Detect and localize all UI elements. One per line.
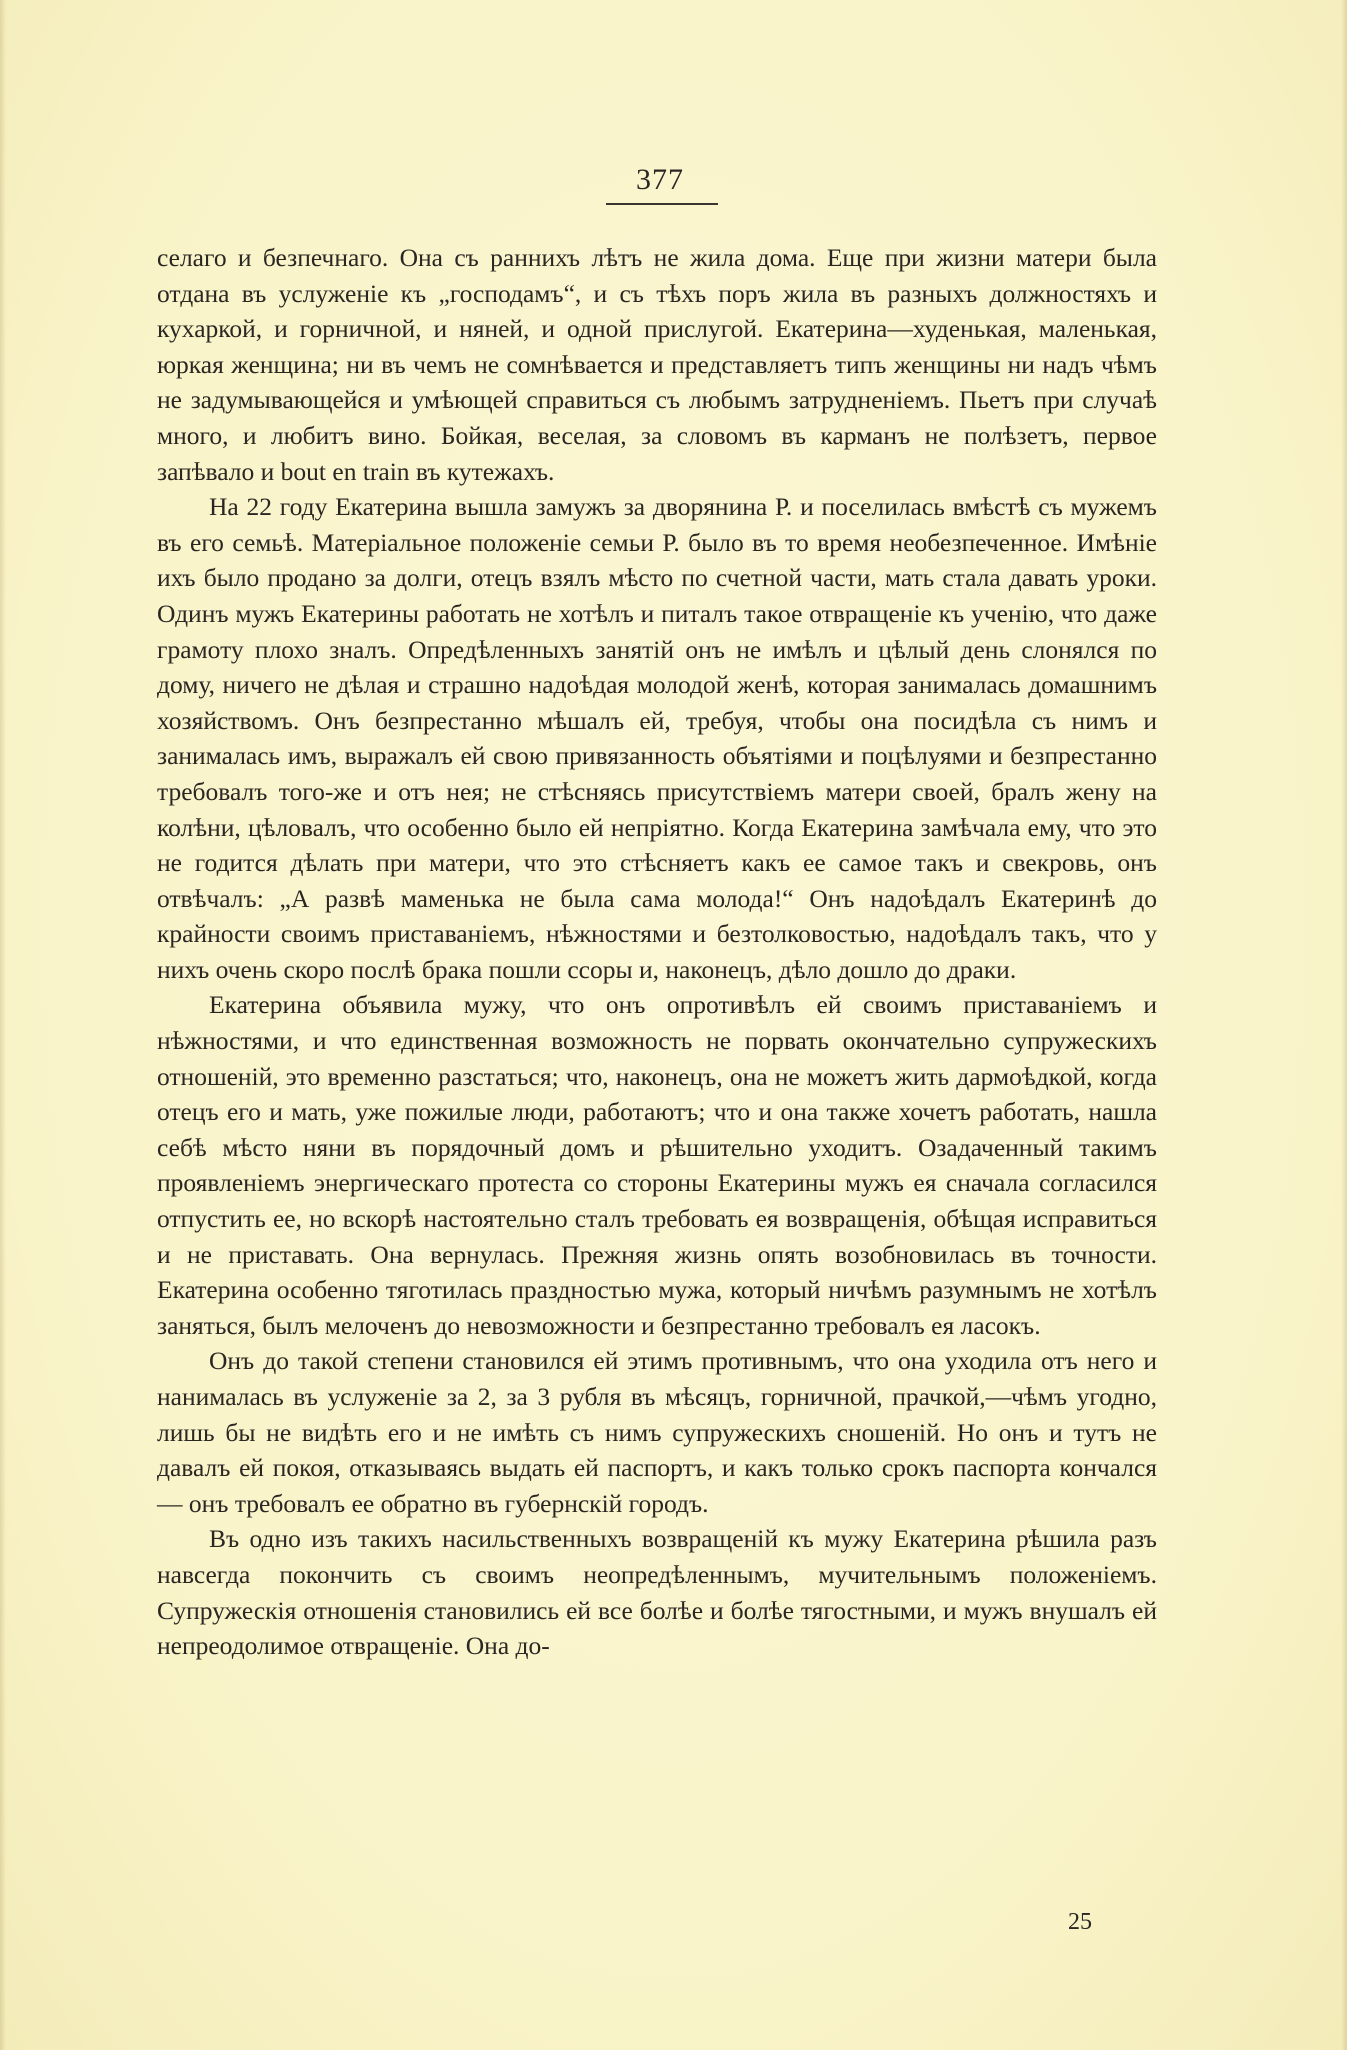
page-edge-shadow-right xyxy=(1341,0,1347,2050)
paragraph: Онъ до такой степени становился ей этимъ противнымъ, что она уходила отъ него и нанималась въ услуженіе за 2, за 3 рубля въ мѣсяцъ, горничной, прачкой,—чѣмъ угодно, лишь бы не видѣть его и не имѣть съ нимъ супружескихъ сношеній. Но онъ и тутъ не давалъ ей покоя, отказываясь выдать ей паспортъ, и какъ только срокъ паспорта кончался — онъ требовалъ ее обратно въ губернскій городъ. xyxy=(157,1346,1157,1518)
paragraph: Екатерина объявила мужу, что онъ опротивѣлъ ей своимъ приставаніемъ и нѣжностями, и что единственная возможность не порвать окончательно супружескихъ отношеній, это временно разстаться; что, наконецъ, она не можетъ жить дармоѣдкой, когда отецъ его и мать, уже пожилые люди, работаютъ; что и она также хочетъ работать, нашла себѣ мѣсто няни въ порядочный домъ и рѣшительно уходитъ. Озадаченный такимъ проявленіемъ энергическаго протеста со стороны Екатерины мужъ ея сначала согласился отпустить ее, но вскорѣ настоятельно сталъ требовать ея возвращенія, обѣщая исправиться и не приставать. Она вернулась. Прежняя жизнь опять возобновилась въ точности. Екатерина особенно тяготилась праздностью мужа, который ничѣмъ разумнымъ не хотѣлъ заняться, былъ мелоченъ до невозможности и безпрестанно требовалъ ея ласокъ. xyxy=(157,990,1157,1340)
paragraph: селаго и безпечнаго. Она съ раннихъ лѣтъ не жила дома. Еще при жизни матери была отдана въ услуженіе къ „господамъ“, и съ тѣхъ поръ жила въ разныхъ должностяхъ и кухаркой, и горничной, и няней, и одной прислугой. Екатерина—худенькая, маленькая, юркая женщина; ни въ чемъ не сомнѣвается и представляетъ типъ женщины ни надъ чѣмъ не задумывающейся и умѣющей справиться съ любымъ затрудненіемъ. Пьетъ при случаѣ много, и любитъ вино. Бойкая, веселая, за словомъ въ карманъ не полѣзетъ, первое запѣвало и bout en train въ кутежахъ. xyxy=(157,243,1157,486)
page-number: 377 xyxy=(636,163,684,196)
paragraph: Въ одно изъ такихъ насильственныхъ возвращеній къ мужу Екатерина рѣшила разъ навсегда покончить съ своимъ неопредѣленнымъ, мучительнымъ положеніемъ. Супружескія отношенія становились ей все болѣе и болѣе тягостными, и мужъ внушалъ ей непреодолимое отвращеніе. Она до- xyxy=(157,1524,1157,1661)
body-text xyxy=(157,240,1157,1664)
page-edge-shadow-left xyxy=(0,0,6,2050)
paragraph: На 22 году Екатерина вышла замужъ за дворянина Р. и поселилась вмѣстѣ съ мужемъ въ его семьѣ. Матеріальное положеніе семьи Р. было въ то время необезпеченное. Имѣніе ихъ было продано за долги, отецъ взялъ мѣсто по счетной части, мать стала давать уроки. Одинъ мужъ Екатерины работать не хотѣлъ и питалъ такое отвращеніе къ ученію, что даже грамоту плохо зналъ. Опредѣленныхъ занятій онъ не имѣлъ и цѣлый день слонялся по дому, ничего не дѣлая и страшно надоѣдая молодой женѣ, которая занималась домашнимъ хозяйствомъ. Онъ безпрестанно мѣшалъ ей, требуя, чтобы она посидѣла съ нимъ и занималась имъ, выражалъ ей свою привязанность объятіями и поцѣлуями и безпрестанно требовалъ того-же и отъ нея; не стѣсняясь присутствіемъ матери своей, бралъ жену на колѣни, цѣловалъ, что особенно было ей непріятно. Когда Екатерина замѣчала ему, что это не годится дѣлать при матери, что это стѣсняетъ какъ ее самое такъ и свекровь, онъ отвѣчалъ: „А развѣ маменька не была сама молода!“ Онъ надоѣдалъ Екатеринѣ до крайности своимъ приставаніемъ, нѣжностями и безтолковостью, надоѣдалъ такъ, что у нихъ очень скоро послѣ брака пошли ссоры и, наконецъ, дѣло дошло до драки. xyxy=(157,492,1157,984)
signature-mark: 25 xyxy=(1068,1909,1092,1935)
header-rule xyxy=(606,203,718,205)
